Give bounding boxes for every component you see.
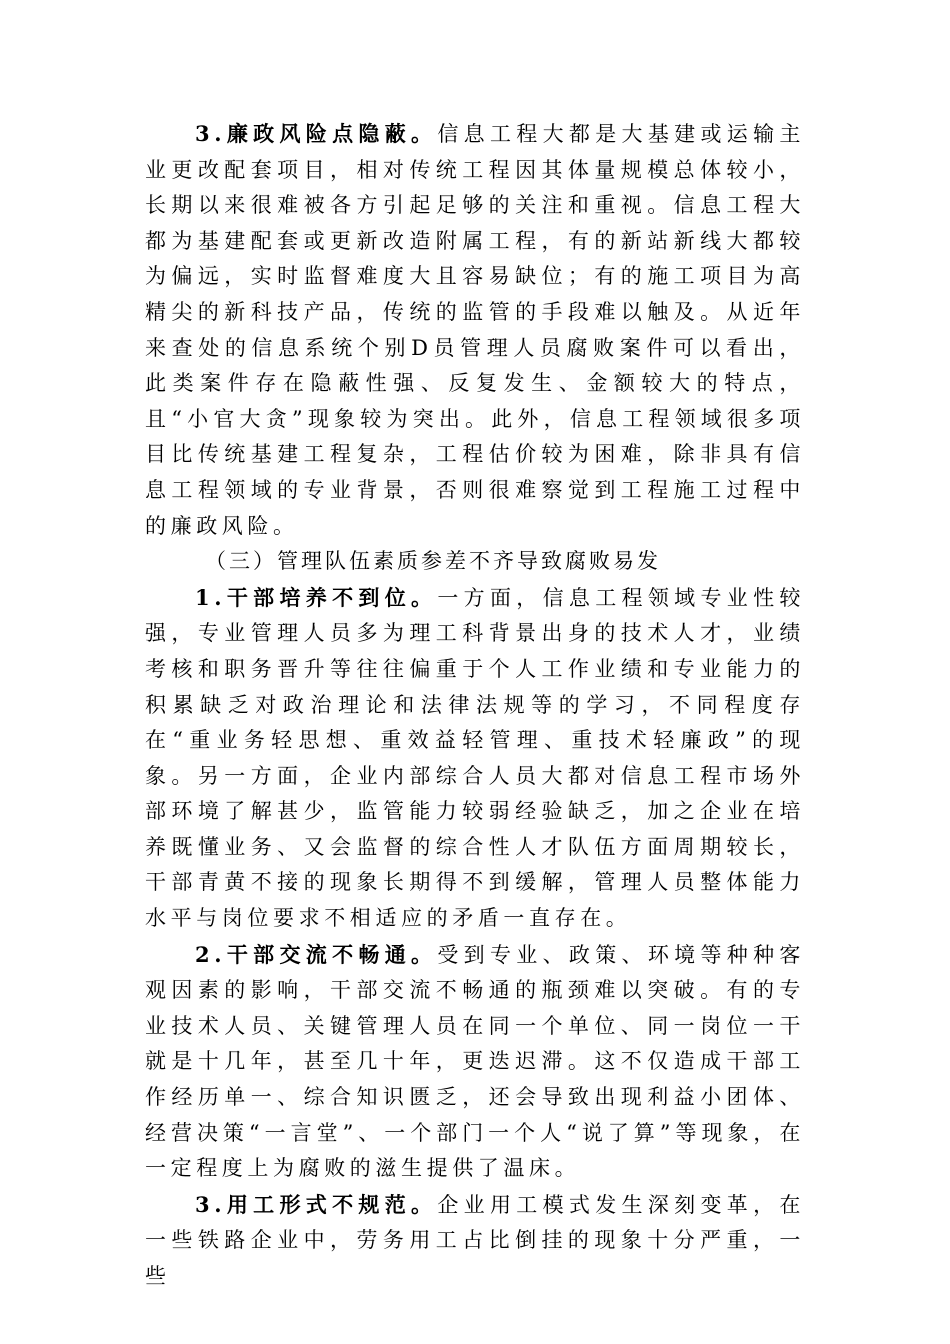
paragraph-body: 信息工程大都是大基建或运输主业更改配套项目，相对传统工程因其体量规模总体较小，长期以来很难被各方引起足够的关注和重视。信息工程大都为基建配套或更新改造附属工程，有的新站新线大都较为偏远，实时监督难度大且容易缺位；有的施工项目为高精尖的新科技产品，传统的监管的手段难以触及。从近年来查处的信息系统个别D员管理人员腐败案件可以看出，此类案件存在隐蔽性强、反复发生、金额较大的特点，且“小官大贪”现象较为突出。此外，信息工程领域很多项目比传统基建工程复杂，工程估价较为困难，除非具有信息工程领域的专业背景，否则很难察觉到工程施工过程中的廉政风险。 — [145, 122, 805, 538]
section-heading: （三）管理队伍素质参差不齐导致腐败易发 — [205, 549, 661, 574]
paragraph-employment-form — [145, 1187, 805, 1295]
paragraph-lead: 2.干部交流不畅通。 — [195, 941, 438, 967]
paragraph-body: 一方面，信息工程领域专业性较强，专业管理人员多为理工科背景出身的技术人才，业绩考核和职务晋升等往往偏重于个人工作业绩和专业能力的积累缺乏对政治理论和法律法规等的学习，不同程度存在“重业务轻思想、重效益轻管理、重技术轻廉政”的现象。另一方面，企业内部综合人员大都对信息工程市场外部环境了解甚少，监管能力较弱经验缺乏，加之企业在培养既懂业务、又会监督的综合性人才队伍方面周期较长，干部青黄不接的现象长期得不到缓解，管理人员整体能力水平与岗位要求不相适应的矛盾一直存在。 — [145, 585, 805, 931]
paragraph-body: 企业用工模式发生深刻变革，在一些铁路企业中，劳务用工占比倒挂的现象十分严重，一些 — [145, 1192, 805, 1288]
paragraph-cadre-training — [145, 580, 805, 937]
paragraph-lead: 1.干部培养不到位。 — [195, 584, 438, 610]
paragraph-body: 受到专业、政策、环境等种种客观因素的影响，干部交流不畅通的瓶颈难以突破。有的专业技术人员、关键管理人员在同一个单位、同一岗位一干就是十几年，甚至几十年，更迭迟滞。这不仅造成干部工作经历单一、综合知识匮乏，还会导致出现利益小团体、经营决策“一言堂”、一个部门一个人“说了算”等现象，在一定程度上为腐败的滋生提供了温床。 — [145, 942, 805, 1181]
paragraph-lead: 3.廉政风险点隐蔽。 — [195, 121, 438, 146]
paragraph-lead: 3.用工形式不规范。 — [195, 1191, 438, 1217]
document-page — [145, 116, 805, 1295]
paragraph-cadre-exchange — [145, 937, 805, 1187]
paragraph-integrity-risk — [145, 116, 805, 544]
